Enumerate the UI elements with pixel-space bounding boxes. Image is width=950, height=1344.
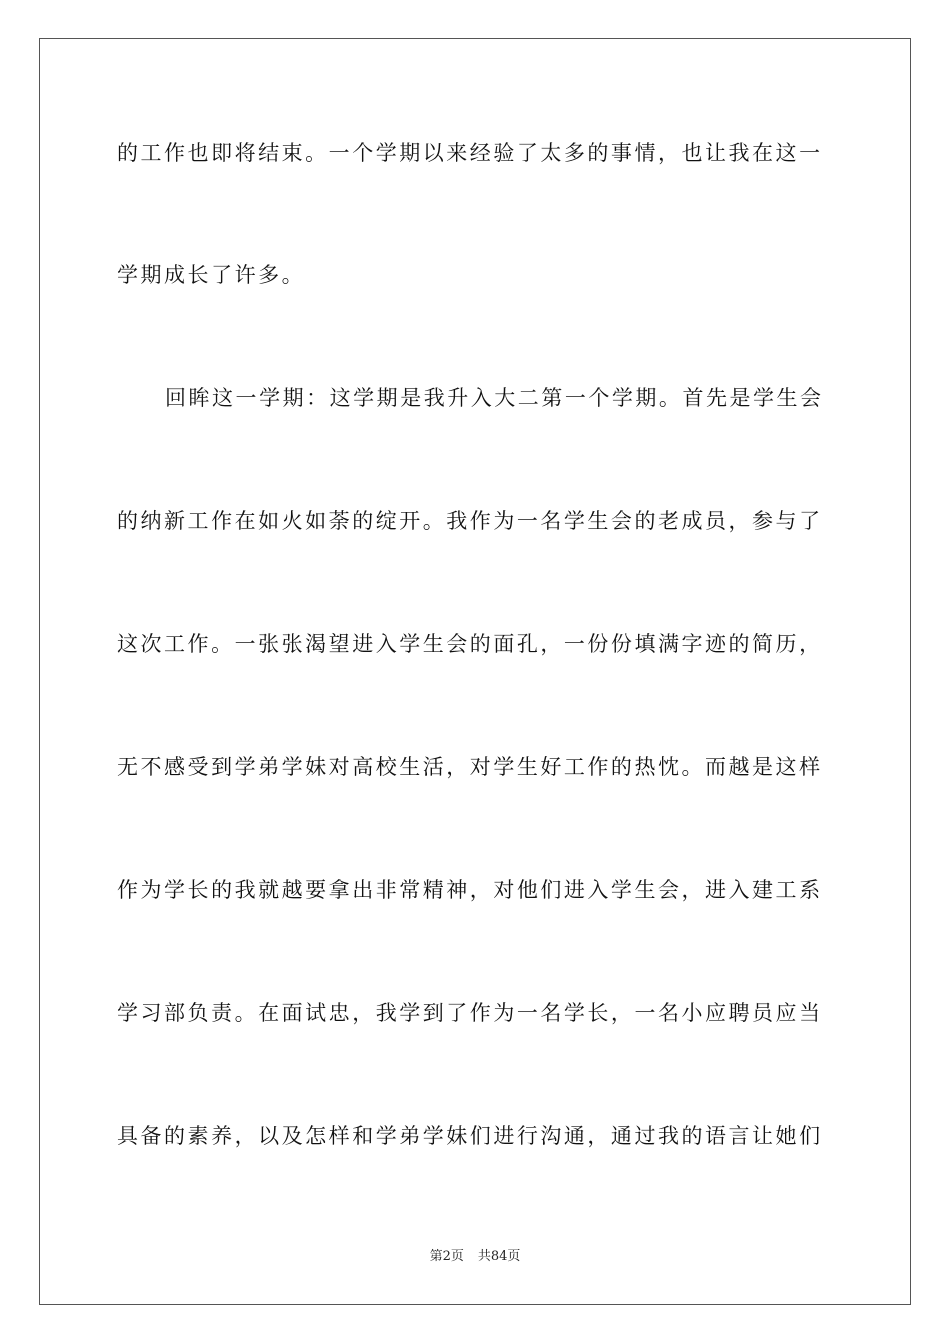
paragraph-line: 这次工作。一张张渴望进入学生会的面孔，一份份填满字迹的简历， bbox=[117, 632, 823, 656]
paragraph-line: 的工作也即将结束。一个学期以来经验了太多的事情，也让我在这一 bbox=[117, 141, 823, 165]
page-footer bbox=[0, 1248, 950, 1266]
paragraph-line: 学期成长了许多。 bbox=[117, 263, 306, 287]
page-number: 第2页 bbox=[429, 1249, 464, 1264]
paragraph-line: 具备的素养，以及怎样和学弟学妹们进行沟通，通过我的语言让她们 bbox=[117, 1124, 823, 1148]
paragraph-line-indented: 回眸这一学期：这学期是我升入大二第一个学期。首先是学生会 bbox=[165, 386, 824, 410]
paragraph-line: 的纳新工作在如火如荼的绽开。我作为一名学生会的老成员，参与了 bbox=[117, 509, 823, 533]
page-frame bbox=[39, 38, 911, 1305]
paragraph-line: 作为学长的我就越要拿出非常精神，对他们进入学生会，进入建工系 bbox=[117, 878, 823, 902]
paragraph-line: 无不感受到学弟学妹对高校生活，对学生好工作的热忱。而越是这样 bbox=[117, 755, 823, 779]
paragraph-line: 学习部负责。在面试忠，我学到了作为一名学长，一名小应聘员应当 bbox=[117, 1001, 823, 1025]
page-total: 共84页 bbox=[477, 1249, 521, 1264]
